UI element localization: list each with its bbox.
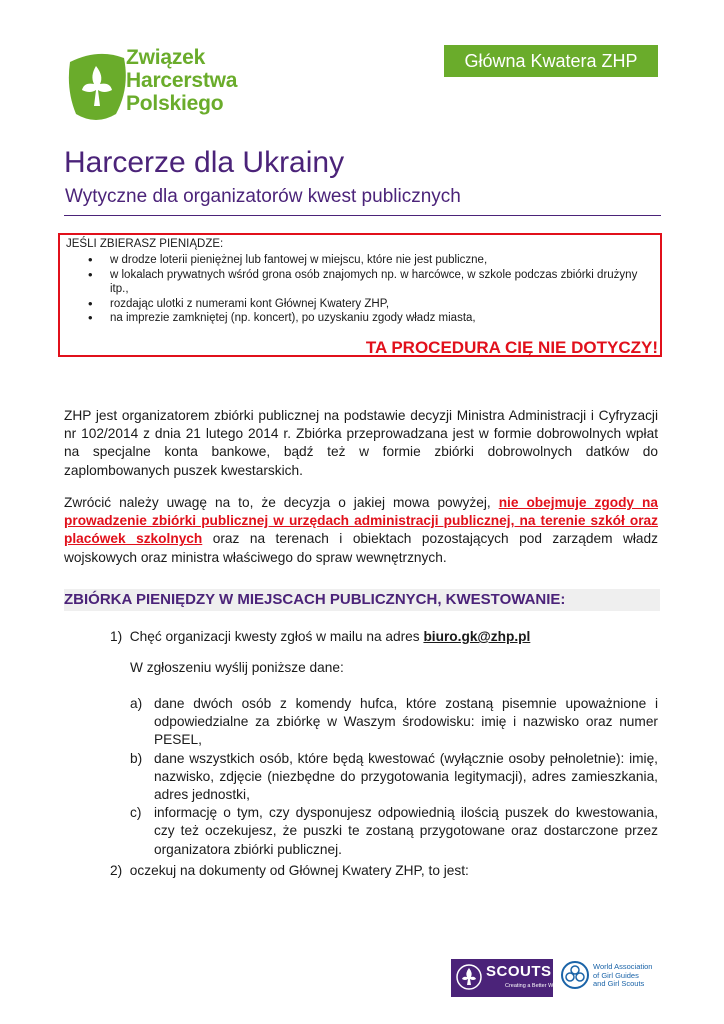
step-1-note: W zgłoszeniu wyślij poniższe dane: xyxy=(130,660,344,675)
page-subtitle: Wytyczne dla organizatorów kwest publicznych xyxy=(65,186,461,207)
notice-heading: JEŚLI ZBIERASZ PIENIĄDZE: xyxy=(66,238,224,250)
list-item: • w drodze loterii pieniężnej lub fantowej w miejscu, które nie jest publiczne, xyxy=(88,253,648,268)
list-item xyxy=(130,804,658,859)
item-text: informację o tym, czy dysponujesz odpowiednią ilością puszek do kwestowania, czy też oczekujesz, że puszki te zostaną przygotowane oraz dostarczone przez organizatora zbiórki publicznej. xyxy=(154,805,658,857)
wagggs-name xyxy=(593,963,652,989)
item-text: dane dwóch osób z komendy hufca, które zostaną pisemnie upoważnione i odpowiedzialne za zbiórkę w Waszym środowisku: imię i nazwisko oraz numer PESEL, xyxy=(154,696,658,748)
headquarters-badge: Główna Kwatera ZHP xyxy=(444,45,658,77)
step-text: oczekuj na dokumenty od Głównej Kwatery ZHP, to jest: xyxy=(129,863,469,878)
org-name-line: Związek xyxy=(126,46,206,69)
scouts-tagline: Creating a Better World xyxy=(505,983,563,989)
paragraph-text: oraz na terenach i obiektach pozostających pod zarządem władz wojskowych oraz ministra właściwego do spraw wewnętrznych. xyxy=(64,531,658,565)
step-marker: 1) xyxy=(110,629,123,644)
item-marker: c) xyxy=(130,805,142,821)
notice-alert: TA PROCEDURA CIĘ NIE DOTYCZY! xyxy=(365,338,658,357)
item-marker: a) xyxy=(130,696,143,711)
wagggs-name-line: and Girl Scouts xyxy=(593,979,645,988)
list-item: • w lokalach prywatnych wśród grona osób znajomych np. w harcówce, w szkole podczas zbiórki drużyny itp., xyxy=(88,268,648,297)
email-link[interactable]: biuro.gk@zhp.pl xyxy=(423,629,531,644)
list-item: • rozdając ulotki z numerami kont Głównej Kwatery ZHP, xyxy=(88,297,648,312)
fleur-de-lis-icon xyxy=(455,963,483,991)
paragraph-legal-basis: ZHP jest organizatorem zbiórki publicznej na podstawie decyzji Ministra Administracji i Cyfryzacji nr 102/2014 z dnia 21 lutego 2014 r. Zbiórka przeprowadzana jest w formie dobrowolnych wpłat na specjalne konta bankowe, bądź też w formie zbiórki dobrowolnych datków do zaplombowanych puszek kwestarskich. xyxy=(64,408,658,478)
list-item xyxy=(130,695,658,750)
wagggs-name-line: of Girl Guides xyxy=(593,970,639,980)
org-name-line: Harcerstwa xyxy=(126,69,238,92)
list-item xyxy=(130,750,658,805)
title-divider xyxy=(64,215,661,216)
org-name xyxy=(126,46,237,115)
step-marker: 2) xyxy=(110,863,123,878)
page-title: Harcerze dla Ukrainy xyxy=(64,146,345,179)
notice-list xyxy=(88,253,648,326)
item-text: dane wszystkich osób, które będą kwestować (wyłącznie osoby pełnoletnie): imię, nazwisko, zdjęcie (niezbędne do przygotowania legitymacji), adres zamieszkania, adres jednostki, xyxy=(154,750,658,803)
scouts-label: SCOUTS xyxy=(486,963,552,980)
step-text: Chęć organizacji kwesty zgłoś w mailu na adres xyxy=(129,629,424,644)
step-1 xyxy=(110,628,530,646)
item-marker: b) xyxy=(130,750,143,766)
highlighted-text: nie obejmuje zgody na prowadzenie zbiórki publicznej w urzędach administracji publicznej, na terenie szkół oraz placówek szkolnych xyxy=(64,495,658,547)
list-item: • na imprezie zamkniętej (np. koncert), po uzyskaniu zgody władz miasta, xyxy=(88,311,648,326)
paragraph-text: Zwrócić należy uwagę na to, że decyzja o jakiej mowa powyżej, xyxy=(64,495,499,510)
org-name-line: Polskiego xyxy=(126,92,224,115)
section-title: ZBIÓRKA PIENIĘDZY W MIEJSCACH PUBLICZNYCH, KWESTOWANIE: xyxy=(64,591,566,608)
wagggs-name-line: World Association xyxy=(593,962,653,971)
paragraph-exclusions xyxy=(64,494,658,567)
trefoil-icon xyxy=(560,960,590,990)
step-2 xyxy=(110,862,469,880)
required-data-list xyxy=(130,695,658,859)
